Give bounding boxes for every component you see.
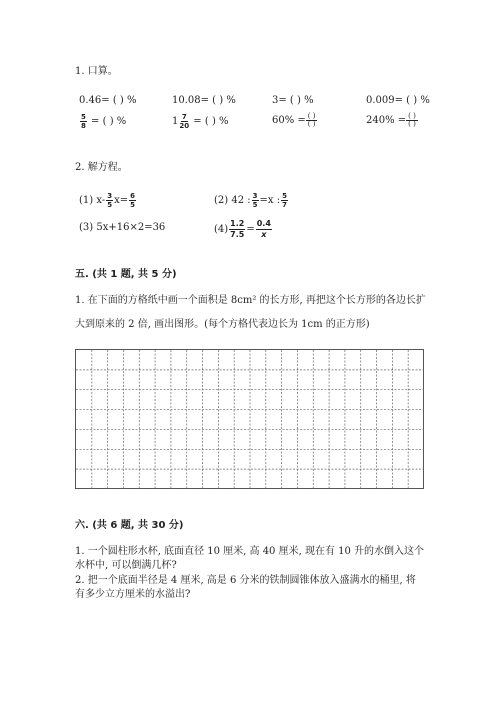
equation-1: (1) x- $\frac{3}{5}$ x= $\frac{6}{5}$ [79,192,135,209]
oral-calc-item-1: 0.46= ( ) % [79,95,137,106]
equation-4: (4) $\frac{1.2}{7.5}$ = $\frac{0.4}{x}$ [214,219,271,239]
oral-calc-item-7: 60% = $\frac{( )}{( )}$ [272,112,316,128]
section5-heading: 五. (共 1 题, 共 5 分) [75,269,177,280]
fraction-0.4-x: $\frac{0.4}{x}$ [256,219,271,239]
section6-q1-line2: 水杯中, 可以倒满几杯? [75,560,177,571]
oral-calc-item-8: 240% = $\frac{( )}{( )}$ [366,112,416,128]
equation-3: (3) 5x+16×2=36 [79,222,166,233]
blank-fraction: $\frac{( )}{( )}$ [408,112,416,128]
section6-q2-line1: 2. 把一个底面半径是 4 厘米, 高是 6 分米的铁制圆锥体放入盛满水的桶里, 将 [75,575,416,586]
section5-q1-line2: 大到原来的 2 倍, 画出图形。(每个方格代表边长为 1cm 的正方形) [75,319,370,330]
fraction-3-5: $\frac{3}{5}$ [252,192,258,209]
fraction-5-7: $\frac{5}{7}$ [282,192,287,209]
fraction-6-5: $\frac{6}{5}$ [130,192,135,209]
fraction-3-5: $\frac{3}{5}$ [107,192,113,209]
section5-q1-line1: 1. 在下面的方格纸中画一个面积是 8cm² 的长方形, 再把这个长方形的各边长扩 [75,295,426,306]
oral-calc-item-3: 3= ( ) % [272,95,314,106]
fraction-7-20: $\frac{7}{20}$ [179,113,190,130]
oral-calc-item-5: $\frac{5}{8}$ = ( ) % [81,113,127,130]
grid-lines [76,350,424,489]
oral-calc-item-4: 0.009= ( ) % [366,95,430,106]
section1-title: 1. 口算。 [75,66,118,77]
section2-title: 2. 解方程。 [75,162,128,173]
square-grid-paper [75,349,424,489]
oral-calc-item-2: 10.08= ( ) % [172,95,236,106]
section6-q1-line1: 1. 一个圆柱形水杯, 底面直径 10 厘米, 高 40 厘米, 现在有 10 升的水倒入这个 [75,546,425,557]
blank-fraction: $\frac{( )}{( )}$ [307,112,316,128]
oral-calc-item-6: 1 $\frac{7}{20}$ = ( ) % [172,113,229,130]
fraction-1.2-7.5: $\frac{1.2}{7.5}$ [230,219,245,239]
section6-heading: 六. (共 6 题, 共 30 分) [75,520,184,531]
equation-2: (2) 42 : $\frac{3}{5}$ =x : $\frac{5}{7}$ [214,192,287,209]
fraction-5-8: $\frac{5}{8}$ [81,113,86,130]
section6-q2-line2: 有多少立方厘米的水溢出? [75,589,191,600]
